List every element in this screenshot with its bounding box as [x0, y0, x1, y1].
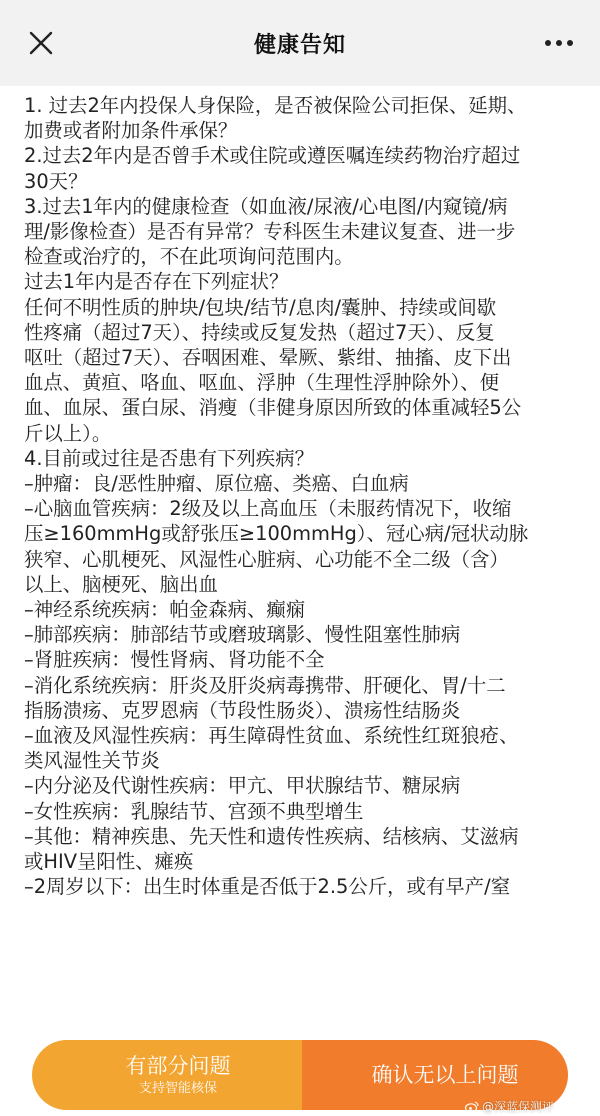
partial-issues-button[interactable] — [32, 1040, 302, 1110]
smart-underwriting-label: 支持智能核保 — [138, 1081, 217, 1096]
close-icon — [28, 30, 54, 56]
question-text-line: 理/影像检查）是否有异常？专科医生未建议复查、进一步 — [24, 220, 516, 244]
question-text-line: –肿瘤：良/恶性肿瘤、原位癌、类癌、白血病 — [24, 472, 409, 496]
question-text-line: 血点、黄疸、咯血、呕血、浮肿（生理性浮肿除外）、便 — [24, 371, 500, 395]
top-bar — [0, 0, 600, 86]
more-button[interactable] — [544, 36, 574, 50]
question-text-line: 加费或者附加条件承保？ — [24, 119, 238, 143]
question-text-line: –肺部疾病：肺部结节或磨玻璃影、慢性阻塞性肺病 — [24, 623, 461, 647]
question-text-line: –女性疾病：乳腺结节、宫颈不典型增生 — [24, 799, 364, 823]
question-text-line: 呕吐（超过7天）、吞咽困难、晕厥、紫绀、抽搐、皮下出 — [24, 346, 512, 370]
question-text-line: –肾脏疾病：慢性肾病、肾功能不全 — [24, 648, 325, 672]
watermark — [465, 1098, 554, 1115]
question-text-line: 任何不明性质的肿块/包块/结节/息肉/囊肿、持续或间歇 — [24, 295, 497, 319]
question-text-line: –消化系统疾病：肝炎及肝炎病毒携带、肝硬化、胃/十二 — [24, 673, 506, 697]
question-text-line: –2周岁以下：出生时体重是否低于2.5公斤，或有早产/窒 — [24, 875, 510, 899]
question-text-line: 压≥160mmHg或舒张压≥100mmHg）、冠心病/冠状动脉 — [24, 522, 529, 546]
action-bar — [0, 1033, 600, 1116]
partial-issues-label: 有部分问题 — [125, 1054, 231, 1078]
question-text-line: –血液及风湿性疾病：再生障碍性贫血、系统性红斑狼疮、 — [24, 724, 519, 748]
more-dots-icon — [544, 36, 574, 50]
confirm-no-issues-button[interactable] — [302, 1040, 568, 1114]
question-text-line: –神经系统疾病：帕金森病、癫痫 — [24, 598, 306, 622]
question-text-line: 3.过去1年内的健康检查（如血液/尿液/心电图/内窥镜/病 — [24, 194, 508, 218]
question-text-line: 血、血尿、蛋白尿、消瘦（非健身原因所致的体重减轻5公 — [24, 396, 522, 420]
question-text-line: 30天？ — [24, 169, 88, 193]
question-text-line: 类风湿性关节炎 — [24, 749, 160, 773]
watermark-text: @深蓝保测评 — [481, 1100, 554, 1114]
question-text-line: 1. 过去2年内投保人身保险，是否被保险公司拒保、延期、 — [24, 94, 527, 117]
question-text-line: –其他：精神疾患、先天性和遗传性疾病、结核病、艾滋病 — [24, 824, 519, 848]
question-text-line: 以上、脑梗死、脑出血 — [24, 572, 218, 596]
question-text-line: 4.目前或过往是否患有下列疾病？ — [24, 446, 314, 470]
weibo-icon — [465, 1101, 479, 1113]
question-text-line: 或HIV呈阳性、瘫痪 — [24, 850, 194, 874]
health-questions-text — [24, 93, 580, 1033]
question-text-line: 性疼痛（超过7天）、持续或反复发热（超过7天）、反复 — [24, 320, 495, 344]
question-text-line: 过去1年内是否存在下列症状？ — [24, 270, 289, 294]
question-text-line: 狭窄、心肌梗死、风湿性心脏病、心功能不全二级（含） — [24, 547, 509, 571]
question-text-line: 斤以上）。 — [24, 421, 112, 445]
question-text-line: 检查或治疗的，不在此项询问范围内。 — [24, 245, 354, 269]
confirm-no-issues-label: 确认无以上问题 — [371, 1063, 519, 1087]
question-text-line: 指肠溃疡、克罗恩病（节段性肠炎）、溃疡性结肠炎 — [24, 698, 461, 722]
question-text-line: –心脑血管疾病：2级及以上高血压（未服药情况下，收缩 — [24, 497, 512, 521]
close-button[interactable] — [28, 30, 54, 56]
page-title: 健康告知 — [253, 32, 346, 58]
question-text-line: –内分泌及代谢性疾病：甲亢、甲状腺结节、糖尿病 — [24, 774, 461, 798]
question-text-line: 2.过去2年内是否曾手术或住院或遵医嘱连续药物治疗超过 — [24, 144, 521, 168]
